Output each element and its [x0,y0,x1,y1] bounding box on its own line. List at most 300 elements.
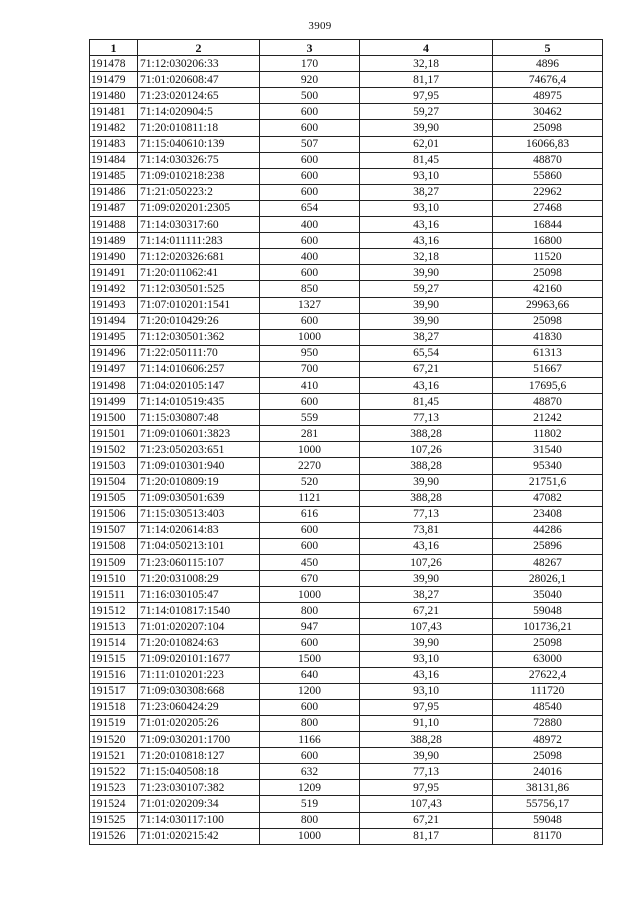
table-row [90,394,603,410]
area-cell: 600 [260,120,360,136]
rate-cell: 93,10 [360,200,493,216]
area-cell: 600 [260,168,360,184]
value-cell: 61313 [493,345,603,361]
table-row [90,651,603,667]
rate-cell: 107,26 [360,555,493,571]
area-cell: 700 [260,361,360,377]
rate-cell: 39,90 [360,571,493,587]
value-cell: 72880 [493,715,603,731]
cadastral-number-cell: 71:12:030501:525 [138,281,260,297]
area-cell: 410 [260,377,360,393]
cadastral-number-cell: 71:23:020124:65 [138,88,260,104]
area-cell: 2270 [260,458,360,474]
table-header [90,40,603,56]
data-table [89,39,603,845]
record-number-cell: 191494 [90,313,138,329]
cadastral-number-cell: 71:14:011111:283 [138,233,260,249]
record-number-cell: 191478 [90,56,138,72]
value-cell: 25896 [493,538,603,554]
value-cell: 25098 [493,748,603,764]
cadastral-number-cell: 71:14:020614:83 [138,522,260,538]
rate-cell: 91,10 [360,715,493,731]
table-row [90,683,603,699]
value-cell: 11520 [493,249,603,265]
area-cell: 500 [260,88,360,104]
area-cell: 850 [260,281,360,297]
area-cell: 920 [260,72,360,88]
rate-cell: 62,01 [360,136,493,152]
value-cell: 48870 [493,152,603,168]
area-cell: 800 [260,812,360,828]
cadastral-number-cell: 71:01:020209:34 [138,796,260,812]
cadastral-number-cell: 71:01:020205:26 [138,715,260,731]
cadastral-number-cell: 71:14:030317:60 [138,217,260,233]
area-cell: 520 [260,474,360,490]
cadastral-number-cell: 71:20:031008:29 [138,571,260,587]
cadastral-number-cell: 71:04:020105:147 [138,377,260,393]
area-cell: 1000 [260,329,360,345]
record-number-cell: 191517 [90,683,138,699]
record-number-cell: 191513 [90,619,138,635]
rate-cell: 43,16 [360,217,493,233]
rate-cell: 59,27 [360,281,493,297]
table-row [90,587,603,603]
rate-cell: 43,16 [360,538,493,554]
rate-cell: 39,90 [360,474,493,490]
area-cell: 670 [260,571,360,587]
record-number-cell: 191487 [90,200,138,216]
area-cell: 507 [260,136,360,152]
rate-cell: 59,27 [360,104,493,120]
record-number-cell: 191479 [90,72,138,88]
rate-cell: 39,90 [360,635,493,651]
value-cell: 16844 [493,217,603,233]
record-number-cell: 191486 [90,184,138,200]
area-cell: 600 [260,635,360,651]
area-cell: 800 [260,715,360,731]
area-cell: 170 [260,56,360,72]
cadastral-number-cell: 71:12:030501:362 [138,329,260,345]
cadastral-number-cell: 71:07:010201:1541 [138,297,260,313]
cadastral-number-cell: 71:12:030206:33 [138,56,260,72]
rate-cell: 67,21 [360,603,493,619]
cadastral-number-cell: 71:11:010201:223 [138,667,260,683]
record-number-cell: 191498 [90,377,138,393]
record-number-cell: 191484 [90,152,138,168]
record-number-cell: 191480 [90,88,138,104]
cadastral-number-cell: 71:20:010429:26 [138,313,260,329]
table-row [90,555,603,571]
rate-cell: 81,45 [360,152,493,168]
rate-cell: 81,45 [360,394,493,410]
value-cell: 27622,4 [493,667,603,683]
record-number-cell: 191518 [90,699,138,715]
rate-cell: 388,28 [360,426,493,442]
table-row [90,297,603,313]
cadastral-number-cell: 71:12:020326:681 [138,249,260,265]
table-row [90,426,603,442]
record-number-cell: 191525 [90,812,138,828]
record-number-cell: 191507 [90,522,138,538]
area-cell: 600 [260,152,360,168]
area-cell: 1000 [260,442,360,458]
cadastral-number-cell: 71:23:060115:107 [138,555,260,571]
table-row [90,522,603,538]
table-row [90,506,603,522]
rate-cell: 107,43 [360,619,493,635]
value-cell: 28026,1 [493,571,603,587]
record-number-cell: 191490 [90,249,138,265]
value-cell: 16800 [493,233,603,249]
area-cell: 281 [260,426,360,442]
rate-cell: 93,10 [360,651,493,667]
cadastral-number-cell: 71:15:030807:48 [138,410,260,426]
value-cell: 41830 [493,329,603,345]
value-cell: 74676,4 [493,72,603,88]
value-cell: 4896 [493,56,603,72]
cadastral-number-cell: 71:20:010811:18 [138,120,260,136]
table-row [90,56,603,72]
cadastral-number-cell: 71:09:030308:668 [138,683,260,699]
cadastral-number-cell: 71:14:030117:100 [138,812,260,828]
table-row [90,377,603,393]
table-row [90,281,603,297]
area-cell: 400 [260,217,360,233]
value-cell: 63000 [493,651,603,667]
value-cell: 38131,86 [493,780,603,796]
area-cell: 1500 [260,651,360,667]
rate-cell: 77,13 [360,764,493,780]
record-number-cell: 191485 [90,168,138,184]
record-number-cell: 191500 [90,410,138,426]
table-row [90,410,603,426]
value-cell: 17695,6 [493,377,603,393]
rate-cell: 97,95 [360,780,493,796]
rate-cell: 43,16 [360,377,493,393]
table-row [90,458,603,474]
rate-cell: 32,18 [360,56,493,72]
rate-cell: 39,90 [360,297,493,313]
cadastral-number-cell: 71:14:010519:435 [138,394,260,410]
rate-cell: 97,95 [360,88,493,104]
cadastral-number-cell: 71:22:050111:70 [138,345,260,361]
cadastral-number-cell: 71:01:020608:47 [138,72,260,88]
record-number-cell: 191491 [90,265,138,281]
table-row [90,764,603,780]
value-cell: 48267 [493,555,603,571]
cadastral-number-cell: 71:15:040508:18 [138,764,260,780]
record-number-cell: 191508 [90,538,138,554]
cadastral-number-cell: 71:14:010817:1540 [138,603,260,619]
rate-cell: 43,16 [360,233,493,249]
cadastral-number-cell: 71:23:050203:651 [138,442,260,458]
area-cell: 1000 [260,587,360,603]
record-number-cell: 191499 [90,394,138,410]
value-cell: 48540 [493,699,603,715]
value-cell: 55860 [493,168,603,184]
value-cell: 35040 [493,587,603,603]
cadastral-number-cell: 71:09:030201:1700 [138,732,260,748]
area-cell: 1327 [260,297,360,313]
record-number-cell: 191506 [90,506,138,522]
table-row [90,265,603,281]
cadastral-number-cell: 71:15:040610:139 [138,136,260,152]
rate-cell: 81,17 [360,828,493,844]
record-number-cell: 191524 [90,796,138,812]
area-cell: 600 [260,265,360,281]
rate-cell: 107,26 [360,442,493,458]
value-cell: 48972 [493,732,603,748]
record-number-cell: 191483 [90,136,138,152]
record-number-cell: 191520 [90,732,138,748]
area-cell: 600 [260,748,360,764]
record-number-cell: 191489 [90,233,138,249]
rate-cell: 38,27 [360,329,493,345]
area-cell: 1166 [260,732,360,748]
table-row [90,699,603,715]
value-cell: 55756,17 [493,796,603,812]
value-cell: 111720 [493,683,603,699]
table-row [90,619,603,635]
rate-cell: 77,13 [360,410,493,426]
table-row [90,828,603,844]
area-cell: 950 [260,345,360,361]
rate-cell: 93,10 [360,168,493,184]
table-row [90,635,603,651]
value-cell: 11802 [493,426,603,442]
table-row [90,667,603,683]
value-cell: 16066,83 [493,136,603,152]
area-cell: 1121 [260,490,360,506]
area-cell: 947 [260,619,360,635]
rate-cell: 38,27 [360,587,493,603]
page-number: 3909 [308,20,332,32]
record-number-cell: 191505 [90,490,138,506]
value-cell: 25098 [493,120,603,136]
rate-cell: 73,81 [360,522,493,538]
value-cell: 47082 [493,490,603,506]
value-cell: 21751,6 [493,474,603,490]
value-cell: 48975 [493,88,603,104]
rate-cell: 67,21 [360,361,493,377]
value-cell: 31540 [493,442,603,458]
table-row [90,715,603,731]
rate-cell: 39,90 [360,748,493,764]
table-row [90,200,603,216]
table-row [90,732,603,748]
record-number-cell: 191510 [90,571,138,587]
area-cell: 1000 [260,828,360,844]
record-number-cell: 191526 [90,828,138,844]
record-number-cell: 191509 [90,555,138,571]
record-number-cell: 191482 [90,120,138,136]
cadastral-number-cell: 71:01:020207:104 [138,619,260,635]
table-row [90,72,603,88]
record-number-cell: 191522 [90,764,138,780]
area-cell: 600 [260,104,360,120]
area-cell: 600 [260,699,360,715]
value-cell: 22962 [493,184,603,200]
cadastral-number-cell: 71:16:030105:47 [138,587,260,603]
record-number-cell: 191521 [90,748,138,764]
table-row [90,345,603,361]
rate-cell: 38,27 [360,184,493,200]
value-cell: 30462 [493,104,603,120]
cadastral-number-cell: 71:14:020904:5 [138,104,260,120]
table-row [90,442,603,458]
record-number-cell: 191519 [90,715,138,731]
rate-cell: 388,28 [360,490,493,506]
column-header-2: 2 [138,40,260,56]
area-cell: 640 [260,667,360,683]
record-number-cell: 191512 [90,603,138,619]
table-row [90,120,603,136]
cadastral-number-cell: 71:23:030107:382 [138,780,260,796]
column-header-1: 1 [90,40,138,56]
cadastral-number-cell: 71:09:010218:238 [138,168,260,184]
value-cell: 101736,21 [493,619,603,635]
area-cell: 800 [260,603,360,619]
value-cell: 59048 [493,603,603,619]
cadastral-number-cell: 71:20:010818:127 [138,748,260,764]
record-number-cell: 191516 [90,667,138,683]
area-cell: 600 [260,233,360,249]
value-cell: 81170 [493,828,603,844]
record-number-cell: 191511 [90,587,138,603]
record-number-cell: 191514 [90,635,138,651]
record-number-cell: 191515 [90,651,138,667]
cadastral-number-cell: 71:01:020215:42 [138,828,260,844]
rate-cell: 67,21 [360,812,493,828]
table-row [90,152,603,168]
header-row [90,40,603,56]
column-header-4: 4 [360,40,493,56]
cadastral-number-cell: 71:09:030501:639 [138,490,260,506]
value-cell: 25098 [493,313,603,329]
rate-cell: 32,18 [360,249,493,265]
table-row [90,88,603,104]
area-cell: 616 [260,506,360,522]
area-cell: 600 [260,184,360,200]
area-cell: 600 [260,394,360,410]
value-cell: 51667 [493,361,603,377]
area-cell: 1209 [260,780,360,796]
cadastral-number-cell: 71:09:010601:3823 [138,426,260,442]
rate-cell: 39,90 [360,120,493,136]
value-cell: 21242 [493,410,603,426]
rate-cell: 65,54 [360,345,493,361]
record-number-cell: 191495 [90,329,138,345]
cadastral-number-cell: 71:14:030326:75 [138,152,260,168]
record-number-cell: 191496 [90,345,138,361]
value-cell: 23408 [493,506,603,522]
area-cell: 600 [260,313,360,329]
table-row [90,104,603,120]
value-cell: 25098 [493,635,603,651]
record-number-cell: 191502 [90,442,138,458]
cadastral-number-cell: 71:09:010301:940 [138,458,260,474]
record-number-cell: 191501 [90,426,138,442]
cadastral-number-cell: 71:23:060424:29 [138,699,260,715]
cadastral-number-cell: 71:15:030513:403 [138,506,260,522]
area-cell: 600 [260,538,360,554]
cadastral-number-cell: 71:14:010606:257 [138,361,260,377]
table-row [90,361,603,377]
rate-cell: 43,16 [360,667,493,683]
table-row [90,812,603,828]
area-cell: 654 [260,200,360,216]
cadastral-number-cell: 71:09:020101:1677 [138,651,260,667]
table-row [90,780,603,796]
cadastral-number-cell: 71:09:020201:2305 [138,200,260,216]
table-row [90,748,603,764]
area-cell: 559 [260,410,360,426]
rate-cell: 39,90 [360,313,493,329]
table-row [90,184,603,200]
rate-cell: 107,43 [360,796,493,812]
area-cell: 400 [260,249,360,265]
table-row [90,233,603,249]
record-number-cell: 191481 [90,104,138,120]
area-cell: 1200 [260,683,360,699]
table-row [90,313,603,329]
value-cell: 95340 [493,458,603,474]
record-number-cell: 191488 [90,217,138,233]
cadastral-number-cell: 71:21:050223:2 [138,184,260,200]
table-row [90,168,603,184]
table-row [90,136,603,152]
record-number-cell: 191523 [90,780,138,796]
value-cell: 59048 [493,812,603,828]
value-cell: 29963,66 [493,297,603,313]
value-cell: 25098 [493,265,603,281]
table-body [90,56,603,845]
table-row [90,474,603,490]
cadastral-number-cell: 71:20:010824:63 [138,635,260,651]
rate-cell: 77,13 [360,506,493,522]
area-cell: 600 [260,522,360,538]
rate-cell: 81,17 [360,72,493,88]
value-cell: 48870 [493,394,603,410]
value-cell: 27468 [493,200,603,216]
table-row [90,329,603,345]
record-number-cell: 191504 [90,474,138,490]
record-number-cell: 191493 [90,297,138,313]
table-row [90,490,603,506]
area-cell: 450 [260,555,360,571]
table-row [90,217,603,233]
rate-cell: 388,28 [360,732,493,748]
rate-cell: 388,28 [360,458,493,474]
record-number-cell: 191492 [90,281,138,297]
table-row [90,571,603,587]
table-row [90,603,603,619]
area-cell: 632 [260,764,360,780]
cadastral-number-cell: 71:04:050213:101 [138,538,260,554]
value-cell: 42160 [493,281,603,297]
area-cell: 519 [260,796,360,812]
rate-cell: 93,10 [360,683,493,699]
column-header-5: 5 [493,40,603,56]
cadastral-number-cell: 71:20:010809:19 [138,474,260,490]
value-cell: 24016 [493,764,603,780]
table-row [90,249,603,265]
rate-cell: 97,95 [360,699,493,715]
rate-cell: 39,90 [360,265,493,281]
record-number-cell: 191503 [90,458,138,474]
table-row [90,538,603,554]
record-number-cell: 191497 [90,361,138,377]
